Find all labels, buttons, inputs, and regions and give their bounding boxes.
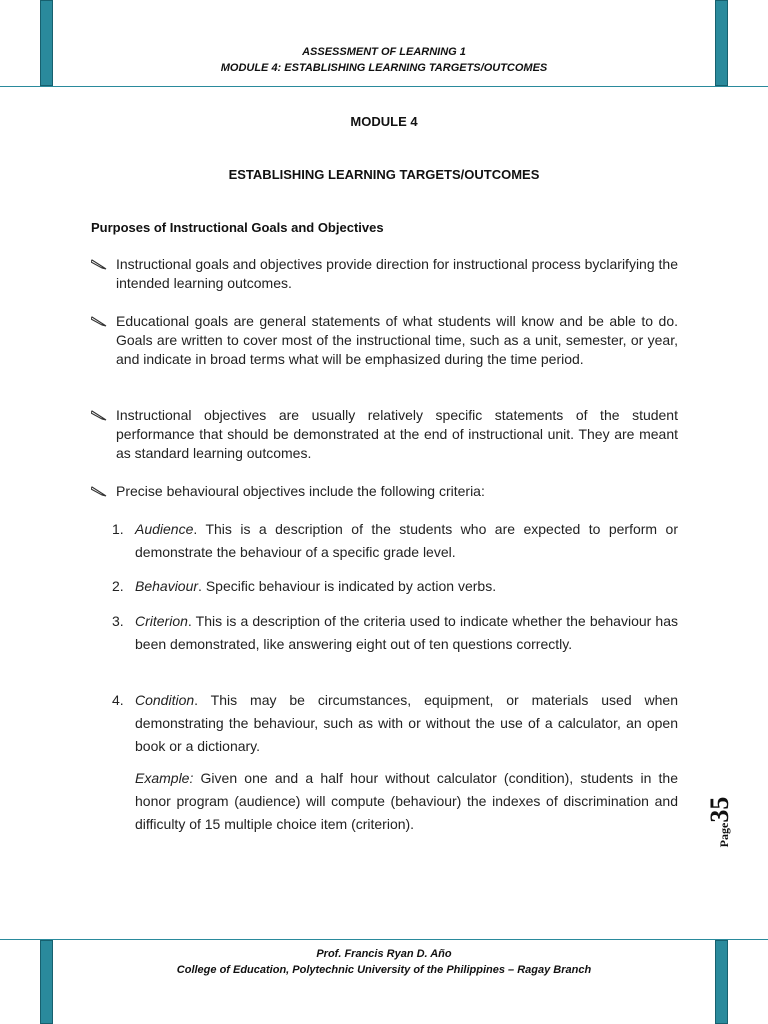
header-line-2: MODULE 4: ESTABLISHING LEARNING TARGETS/OUTCOMES	[220, 62, 548, 74]
section-title: Purposes of Instructional Goals and Objectives	[91, 220, 384, 235]
page-word: Page	[717, 822, 731, 848]
item-number: 1.	[112, 521, 124, 537]
header-line-1: ASSESSMENT OF LEARNING 1	[302, 46, 466, 58]
bullet-item	[91, 255, 678, 293]
footer-institution: College of Education, Polytechnic University of the Philippines – Ragay Branch	[176, 964, 592, 976]
criteria-description: . Specific behaviour is indicated by action verbs.	[198, 578, 497, 594]
page-digits: 35	[705, 796, 734, 823]
pencil-icon	[91, 409, 107, 421]
header-rule	[0, 86, 768, 87]
criteria-term: Criterion	[135, 613, 188, 629]
criteria-item-behaviour	[112, 575, 678, 598]
module-label: MODULE 4	[350, 114, 418, 129]
criteria-item-criterion	[112, 610, 678, 656]
footer-rule	[0, 939, 768, 940]
bullet-text: Instructional objectives are usually relatively specific statements of the student performance that should be demonstrated at the end of instructional unit. They are meant as standard learning outcomes.	[116, 407, 678, 461]
pencil-icon	[91, 315, 107, 327]
bullet-item	[91, 312, 678, 369]
example-paragraph	[135, 767, 678, 836]
pencil-icon	[91, 258, 107, 270]
module-title: ESTABLISHING LEARNING TARGETS/OUTCOMES	[228, 167, 540, 182]
criteria-item-audience	[112, 518, 678, 564]
criteria-item-condition	[112, 689, 678, 758]
bullet-item	[91, 406, 678, 463]
footer-author: Prof. Francis Ryan D. Año	[316, 948, 452, 960]
criteria-term: Behaviour	[135, 578, 199, 594]
criteria-description: . This may be circumstances, equipment, or materials used when demonstrating the behaviour, such as with or without the use of a calculator, an open book or a dictionary.	[135, 692, 678, 754]
item-number: 4.	[112, 692, 124, 708]
item-number: 2.	[112, 578, 124, 594]
bullet-text: Precise behavioural objectives include the following criteria:	[116, 483, 485, 499]
example-label: Example:	[135, 770, 194, 786]
bullet-item	[91, 482, 678, 501]
item-number: 3.	[112, 613, 124, 629]
bullet-text: Instructional goals and objectives provide direction for instructional process byclarifying the intended learning outcomes.	[116, 256, 678, 291]
criteria-term: Condition	[135, 692, 195, 708]
pencil-icon	[91, 485, 107, 497]
criteria-description: . This is a description of the students who are expected to perform or demonstrate the behaviour of a specific grade level.	[135, 521, 678, 560]
criteria-description: . This is a description of the criteria used to indicate whether the behaviour has been demonstrated, like answering eight out of ten questions correctly.	[135, 613, 678, 652]
example-text: Given one and a half hour without calculator (condition), students in the honor program (audience) will compute (behaviour) the indexes of discrimination and difficulty of 15 multiple choice item (criterion).	[135, 770, 678, 832]
bullet-text: Educational goals are general statements of what students will know and be able to do. Goals are written to cover most of the instructional time, such as a unit, semester, or year, and indicate in broad terms what will be emphasized during the time period.	[116, 313, 678, 367]
criteria-term: Audience	[135, 521, 194, 537]
page-number	[690, 782, 750, 862]
